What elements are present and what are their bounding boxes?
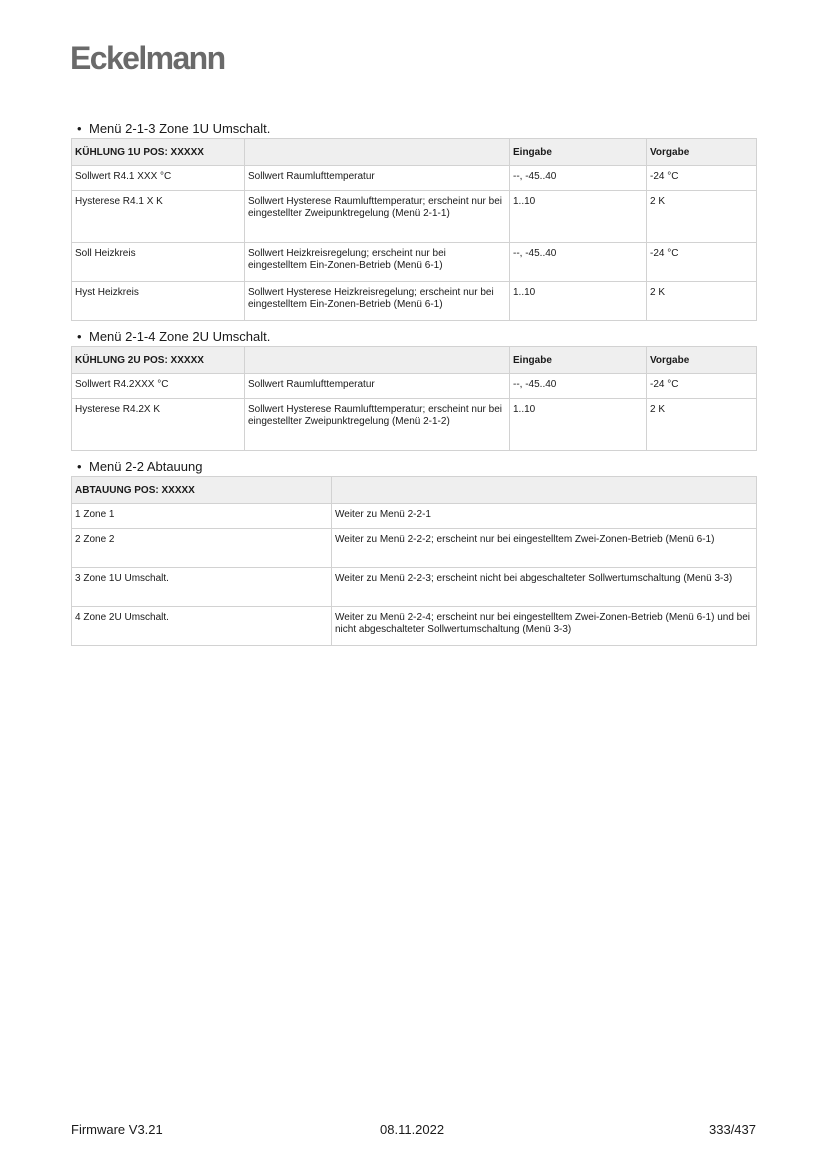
table-row: [72, 607, 757, 646]
footer-firmware: Firmware V3.21: [71, 1122, 163, 1137]
section-zone-2u: [71, 328, 756, 451]
param-name: Hysterese R4.1 X K: [72, 191, 245, 243]
header-cell: [332, 477, 757, 504]
menu-table: [71, 476, 757, 646]
header-cell: ABTAUUNG POS: XXXXX: [72, 477, 332, 504]
table-row: [72, 568, 757, 607]
header-cell: [245, 347, 510, 374]
param-description: Sollwert Hysterese Raumlufttemperatur; erscheint nur bei eingestellter Zweipunktregelung (Menü 2-1-2): [245, 399, 510, 451]
param-default: -24 °C: [647, 166, 757, 191]
param-name: Soll Heizkreis: [72, 243, 245, 282]
section-heading: • Menü 2-2 Abtauung: [77, 459, 203, 474]
footer-page-number: 333/437: [709, 1122, 756, 1137]
param-name: Hysterese R4.2X K: [72, 399, 245, 451]
param-name: Sollwert R4.1 XXX °C: [72, 166, 245, 191]
param-range: 1..10: [510, 399, 647, 451]
param-range: 1..10: [510, 191, 647, 243]
param-description: Sollwert Heizkreisregelung; erscheint nur bei eingestelltem Ein-Zonen-Betrieb (Menü 6-1): [245, 243, 510, 282]
eckelmann-logo: Eckelmann: [70, 40, 225, 76]
table-row: [72, 282, 757, 321]
table-row: [72, 243, 757, 282]
section-zone-1u: [71, 120, 756, 321]
param-range: --, -45..40: [510, 374, 647, 399]
header-cell: Eingabe: [510, 347, 647, 374]
param-description: Sollwert Hysterese Raumlufttemperatur; erscheint nur bei eingestellter Zweipunktregelung (Menü 2-1-1): [245, 191, 510, 243]
section-heading: • Menü 2-1-4 Zone 2U Umschalt.: [77, 329, 271, 344]
table-header-row: [72, 477, 757, 504]
table-header-row: [72, 139, 757, 166]
param-description: Sollwert Raumlufttemperatur: [245, 374, 510, 399]
table-header-row: [72, 347, 757, 374]
section-abtauung: [71, 458, 756, 646]
table-row: [72, 166, 757, 191]
table-row: [72, 191, 757, 243]
section-heading: • Menü 2-1-3 Zone 1U Umschalt.: [77, 121, 271, 136]
parameter-table: [71, 138, 757, 321]
menu-description: Weiter zu Menü 2-2-1: [332, 504, 757, 529]
footer-date: 08.11.2022: [380, 1122, 445, 1137]
param-default: 2 K: [647, 282, 757, 321]
menu-entry: 4 Zone 2U Umschalt.: [72, 607, 332, 646]
menu-entry: 3 Zone 1U Umschalt.: [72, 568, 332, 607]
table-row: [72, 529, 757, 568]
menu-description: Weiter zu Menü 2-2-4; erscheint nur bei eingestelltem Zwei-Zonen-Betrieb (Menü 6-1) und bei nicht abgeschalteter Sollwertumschaltung (Menü 3-3): [332, 607, 757, 646]
param-name: Sollwert R4.2XXX °C: [72, 374, 245, 399]
table-row: [72, 399, 757, 451]
param-description: Sollwert Hysterese Heizkreisregelung; erscheint nur bei eingestelltem Ein-Zonen-Betrieb (Menü 6-1): [245, 282, 510, 321]
param-range: 1..10: [510, 282, 647, 321]
parameter-table: [71, 346, 757, 451]
header-cell: Vorgabe: [647, 347, 757, 374]
param-description: Sollwert Raumlufttemperatur: [245, 166, 510, 191]
menu-description: Weiter zu Menü 2-2-3; erscheint nicht bei abgeschalteter Sollwertumschaltung (Menü 3-3): [332, 568, 757, 607]
param-range: --, -45..40: [510, 243, 647, 282]
menu-entry: 2 Zone 2: [72, 529, 332, 568]
param-range: --, -45..40: [510, 166, 647, 191]
header-cell: [245, 139, 510, 166]
header-cell: Eingabe: [510, 139, 647, 166]
header-cell: KÜHLUNG 2U POS: XXXXX: [72, 347, 245, 374]
menu-description: Weiter zu Menü 2-2-2; erscheint nur bei eingestelltem Zwei-Zonen-Betrieb (Menü 6-1): [332, 529, 757, 568]
table-row: [72, 504, 757, 529]
param-default: -24 °C: [647, 243, 757, 282]
param-default: -24 °C: [647, 374, 757, 399]
menu-entry: 1 Zone 1: [72, 504, 332, 529]
table-row: [72, 374, 757, 399]
param-default: 2 K: [647, 191, 757, 243]
header-cell: Vorgabe: [647, 139, 757, 166]
header-cell: KÜHLUNG 1U POS: XXXXX: [72, 139, 245, 166]
param-default: 2 K: [647, 399, 757, 451]
param-name: Hyst Heizkreis: [72, 282, 245, 321]
